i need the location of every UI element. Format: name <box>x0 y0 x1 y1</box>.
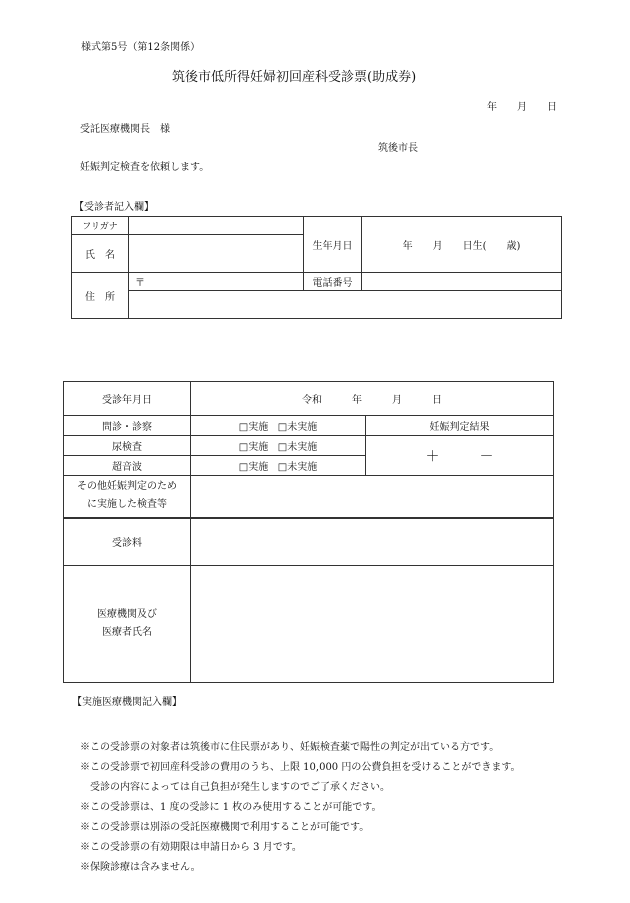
exam-date-label: 受診年月日 <box>64 382 191 416</box>
other-tests-label-line2: に実施した検査等 <box>87 499 167 511</box>
not-done-checkbox[interactable]: □未実施 <box>277 442 318 453</box>
exam-row-label: 超音波 <box>64 456 191 476</box>
address-field[interactable] <box>129 291 562 319</box>
done-checkbox[interactable]: □実施 <box>238 422 269 433</box>
facility-label-line2: 医療者氏名 <box>102 627 152 638</box>
postal-field[interactable]: 〒 <box>129 273 304 291</box>
phone-field[interactable] <box>362 273 562 291</box>
note-item: ※この受診票は、1 度の受診に 1 枚のみ使用することが可能です。 <box>80 802 382 813</box>
exam-date-field[interactable]: 令和 年 月 日 <box>191 382 554 416</box>
note-item: 受診の内容によっては自己負担が発生しますのでご了承ください。 <box>80 782 390 793</box>
other-tests-field[interactable] <box>191 476 554 518</box>
facility-field[interactable] <box>191 566 554 683</box>
result-options <box>366 436 554 476</box>
fee-label: 受診料 <box>64 518 191 566</box>
date-line: 年 月 日 <box>487 102 557 113</box>
name-label: 氏 名 <box>72 235 129 273</box>
exam-row-label: 問診・診察 <box>64 416 191 436</box>
phone-label: 電話番号 <box>304 273 362 291</box>
page-title: 筑後市低所得妊婦初回産科受診票(助成券) <box>172 70 417 85</box>
name-field[interactable] <box>129 235 304 273</box>
exam-table <box>63 381 554 683</box>
exam-row-options <box>191 436 366 456</box>
request-text: 妊娠判定検査を依頼します。 <box>80 162 210 173</box>
exam-row-label: 尿検査 <box>64 436 191 456</box>
note-item: ※保険診療は含みません。 <box>80 862 201 873</box>
facility-label-line1: 医療機関及び <box>97 609 157 620</box>
result-label: 妊娠判定結果 <box>366 416 554 436</box>
addressee: 受託医療機関長 様 <box>80 124 170 135</box>
address-label: 住 所 <box>72 273 129 319</box>
done-checkbox[interactable]: □実施 <box>238 462 269 473</box>
note-item: ※この受診票の有効期限は申請日から 3 月です。 <box>80 842 302 853</box>
furigana-field[interactable] <box>129 217 304 235</box>
note-item: ※この受診票の対象者は筑後市に住民票があり、妊娠検査薬で陽性の判定が出ている方です。 <box>80 742 500 753</box>
not-done-checkbox[interactable]: □未実施 <box>277 462 318 473</box>
facility-label <box>64 566 191 683</box>
done-checkbox[interactable]: □実施 <box>238 442 269 453</box>
negative-option[interactable]: － <box>479 448 494 465</box>
note-item: ※この受診票は別添の受託医療機関で利用することが可能です。 <box>80 822 370 833</box>
note-item: ※この受診票で初回産科受診の費用のうち、上限 10,000 円の公費負担を受けることができます。 <box>80 762 521 773</box>
patient-section-heading: 【受診者記入欄】 <box>74 202 154 213</box>
dob-field[interactable]: 年 月 日生( 歳) <box>362 217 562 273</box>
dob-label: 生年月日 <box>304 217 362 273</box>
facility-section-heading: 【実施医療機関記入欄】 <box>72 697 182 708</box>
other-tests-label-line1: その他妊娠判定のため <box>77 481 177 493</box>
exam-row-options <box>191 416 366 436</box>
fee-field[interactable] <box>191 518 554 566</box>
issuer: 筑後市長 <box>378 143 418 154</box>
other-tests-label <box>64 476 191 518</box>
patient-table <box>71 216 562 319</box>
exam-row-options <box>191 456 366 476</box>
form-number: 様式第5号（第12条関係） <box>81 42 201 53</box>
positive-option[interactable]: ＋ <box>425 448 440 465</box>
not-done-checkbox[interactable]: □未実施 <box>277 422 318 433</box>
furigana-label: フリガナ <box>72 217 129 235</box>
